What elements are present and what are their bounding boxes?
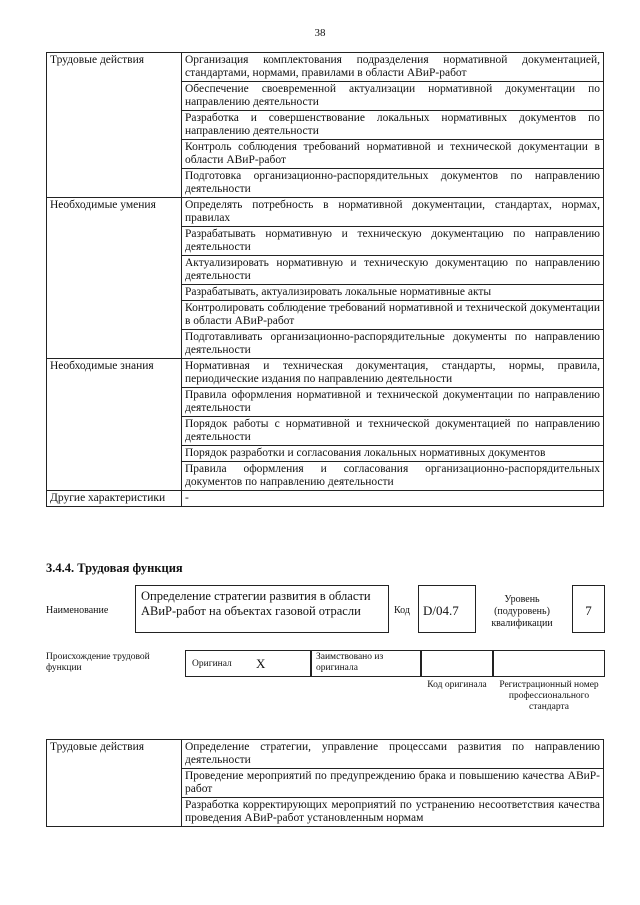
list-item: Разрабатывать нормативную и техническую документацию по направлению деятельности <box>182 227 604 256</box>
function-actions-table <box>46 739 604 827</box>
section-label-skills: Необходимые умения <box>47 198 182 359</box>
list-item: Организация комплектования подразделения нормативной документацией, стандартами, нормами, правилами в области АВиР-работ <box>182 53 604 82</box>
borrowed-cell: Заимствовано из оригинала <box>311 650 421 677</box>
code-label: Код <box>394 605 410 616</box>
section-label-other: Другие характеристики <box>47 491 182 507</box>
function-name-box: Определение стратегии развития в области АВиР-работ на объектах газовой отрасли <box>135 585 389 633</box>
list-item: Порядок работы с нормативной и технической документацией по направлению деятельности <box>182 417 604 446</box>
original-cell <box>185 650 311 677</box>
level-label: Уровень (подуровень) квалификации <box>491 594 553 629</box>
list-item: Контроль соблюдения требований нормативной и технической документации в области АВиР-работ <box>182 140 604 169</box>
list-item: Обеспечение своевременной актуализации нормативной документации по направлению деятельности <box>182 82 604 111</box>
origin-label: Происхождение трудовой функции <box>46 652 150 673</box>
list-item: Порядок разработки и согласования локальных нормативных документов <box>182 446 604 462</box>
list-item: Разрабатывать, актуализировать локальные нормативные акты <box>182 285 604 301</box>
list-item: Разработка и совершенствование локальных нормативных документов по направлению деятельности <box>182 111 604 140</box>
list-item: - <box>182 491 604 507</box>
section-label-actions: Трудовые действия <box>47 740 182 827</box>
table-row <box>47 491 604 507</box>
list-item: Определение стратегии, управление процессами развития по направлению деятельности <box>182 740 604 769</box>
list-item: Правила оформления нормативной и технической документации по направлению деятельности <box>182 388 604 417</box>
requirements-table <box>46 52 604 507</box>
list-item: Подготовка организационно-распорядительных документов по направлению деятельности <box>182 169 604 198</box>
code-original-cell <box>421 650 493 677</box>
list-item: Актуализировать нормативную и техническую документацию по направлению деятельности <box>182 256 604 285</box>
original-label: Оригинал <box>192 659 232 669</box>
list-item: Разработка корректирующих мероприятий по устранению несоответствия качества проведения АВиР-работ установленным нормам <box>182 798 604 827</box>
list-item: Подготавливать организационно-распорядительные документы по направлению деятельности <box>182 330 604 359</box>
original-mark: X <box>256 656 266 671</box>
section-label-actions: Трудовые действия <box>47 53 182 198</box>
table-row <box>47 359 604 388</box>
section-title: 3.4.4. Трудовая функция <box>46 561 183 575</box>
function-code-box: D/04.7 <box>418 585 476 633</box>
list-item: Определять потребность в нормативной документации, стандартах, нормах, правилах <box>182 198 604 227</box>
table-row <box>47 53 604 82</box>
list-item: Нормативная и техническая документация, стандарты, нормы, правила, периодические издания по направлению деятельности <box>182 359 604 388</box>
table-row <box>47 198 604 227</box>
list-item: Правила оформления и согласования организационно-распорядительных документов по направлению деятельности <box>182 462 604 491</box>
code-original-caption: Код оригинала <box>427 680 487 690</box>
table-row <box>47 740 604 769</box>
reg-number-cell <box>493 650 605 677</box>
section-label-knowledge: Необходимые знания <box>47 359 182 491</box>
level-value-box: 7 <box>572 585 605 633</box>
name-label: Наименование <box>46 605 109 616</box>
reg-number-caption: Регистрационный номер профессионального стандарта <box>499 680 599 712</box>
list-item: Проведение мероприятий по предупреждению брака и повышению качества АВиР-работ <box>182 769 604 798</box>
list-item: Контролировать соблюдение требований нормативной и технической документации в области АВиР-работ <box>182 301 604 330</box>
page-number: 38 <box>314 27 326 39</box>
